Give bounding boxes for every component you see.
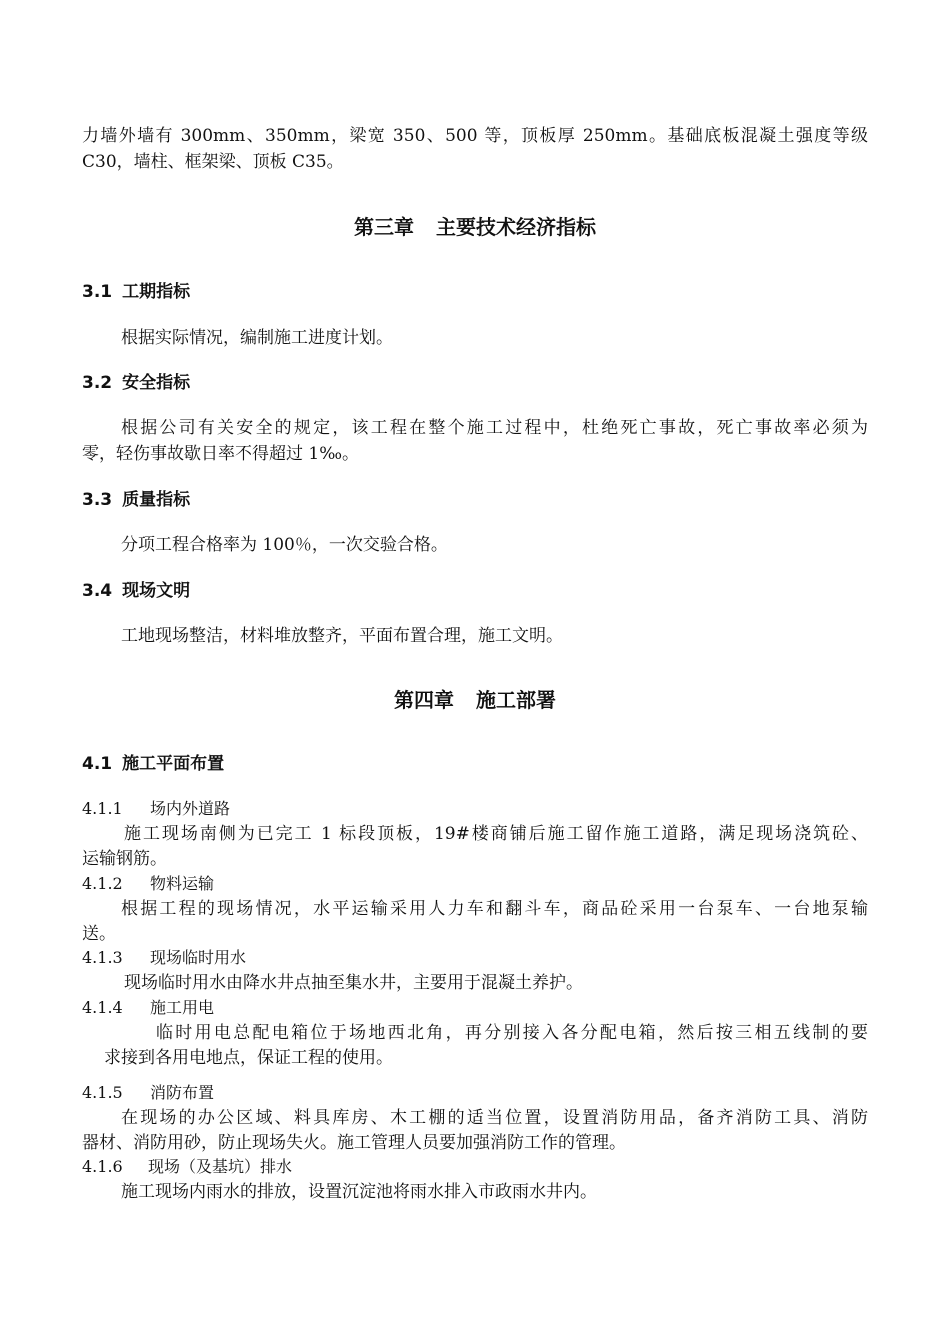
chapter-4-title: 施工部署 (476, 688, 556, 712)
chapter-4-label: 第四章 (394, 688, 454, 712)
subsection-4-1-3-text: 现场临时用水由降水井点抽至集水井，主要用于混凝土养护。 (124, 973, 583, 993)
subsection-4-1-4-heading (82, 997, 214, 1019)
section-title: 质量指标 (122, 490, 191, 510)
subsection-number: 4.1.2 (82, 874, 123, 893)
subsection-4-1-5-text-line-1: 在现场的办公区域、料具库房、木工棚的适当位置，设置消防用品，备齐消防工具、消防 (121, 1108, 868, 1128)
chapter-4-heading (82, 686, 868, 714)
subsection-4-1-1-text-line-2: 运输钢筋。 (82, 849, 167, 869)
subsection-number: 4.1.6 (82, 1157, 123, 1176)
section-number: 4.1 (82, 754, 113, 774)
subsection-title: 物料运输 (150, 874, 215, 893)
section-number: 3.3 (82, 490, 113, 510)
subsection-4-1-5-heading (82, 1082, 214, 1104)
section-title: 现场文明 (122, 581, 191, 601)
subsection-4-1-2-text-line-1: 根据工程的现场情况，水平运输采用人力车和翻斗车，商品砼采用一台泵车、一台地泵输 (121, 899, 868, 919)
section-number: 3.1 (82, 282, 113, 302)
subsection-4-1-5-text-line-2: 器材、消防用砂，防止现场失火。施工管理人员要加强消防工作的管理。 (82, 1133, 626, 1153)
section-3-2-text-line-2: 零，轻伤事故歇日率不得超过 1‰。 (82, 444, 360, 464)
section-3-3-heading (82, 488, 190, 512)
subsection-number: 4.1.4 (82, 998, 123, 1017)
subsection-4-1-1-heading (82, 798, 230, 820)
subsection-title: 现场临时用水 (150, 948, 247, 967)
intro-line-1: 力墙外墙有 300mm、350mm，梁宽 350、500 等，顶板厚 250mm。基础底板混凝土强度等级 (82, 126, 868, 146)
section-3-3-text: 分项工程合格率为 100％，一次交验合格。 (121, 535, 448, 555)
chapter-3-title: 主要技术经济指标 (436, 215, 596, 239)
subsection-4-1-4-text-line-2: 求接到各用电地点，保证工程的使用。 (104, 1048, 393, 1068)
section-3-1-text: 根据实际情况，编制施工进度计划。 (121, 328, 393, 348)
section-title: 施工平面布置 (122, 754, 225, 774)
section-number: 3.4 (82, 581, 113, 601)
section-3-4-text: 工地现场整洁，材料堆放整齐，平面布置合理，施工文明。 (121, 626, 563, 646)
subsection-title: 现场（及基坑）排水 (148, 1157, 293, 1176)
subsection-4-1-2-heading (82, 873, 214, 895)
chapter-3-heading (82, 213, 868, 241)
subsection-title: 场内外道路 (150, 799, 231, 818)
subsection-4-1-6-heading (82, 1156, 292, 1178)
section-3-2-heading (82, 371, 190, 395)
section-number: 3.2 (82, 373, 113, 393)
chapter-3-label: 第三章 (354, 215, 414, 239)
subsection-4-1-1-text-line-1: 施工现场南侧为已完工 1 标段顶板，19#楼商铺后施工留作施工道路，满足现场浇筑砼、 (124, 824, 868, 844)
section-title: 工期指标 (122, 282, 191, 302)
subsection-title: 施工用电 (150, 998, 215, 1017)
subsection-title: 消防布置 (150, 1083, 215, 1102)
subsection-4-1-2-text-line-2: 送。 (82, 924, 116, 944)
subsection-4-1-4-text-line-1: 临时用电总配电箱位于场地西北角，再分别接入各分配电箱，然后按三相五线制的要 (156, 1023, 868, 1043)
subsection-number: 4.1.3 (82, 948, 123, 967)
section-title: 安全指标 (122, 373, 191, 393)
subsection-number: 4.1.5 (82, 1083, 123, 1102)
subsection-number: 4.1.1 (82, 799, 123, 818)
section-4-1-heading (82, 752, 224, 776)
subsection-4-1-3-heading (82, 947, 246, 969)
subsection-4-1-6-text: 施工现场内雨水的排放，设置沉淀池将雨水排入市政雨水井内。 (121, 1182, 597, 1202)
section-3-4-heading (82, 579, 190, 603)
section-3-2-text-line-1: 根据公司有关安全的规定，该工程在整个施工过程中，杜绝死亡事故，死亡事故率必须为 (121, 418, 868, 438)
section-3-1-heading (82, 280, 190, 304)
intro-line-2: C30，墙柱、框架梁、顶板 C35。 (82, 152, 344, 172)
